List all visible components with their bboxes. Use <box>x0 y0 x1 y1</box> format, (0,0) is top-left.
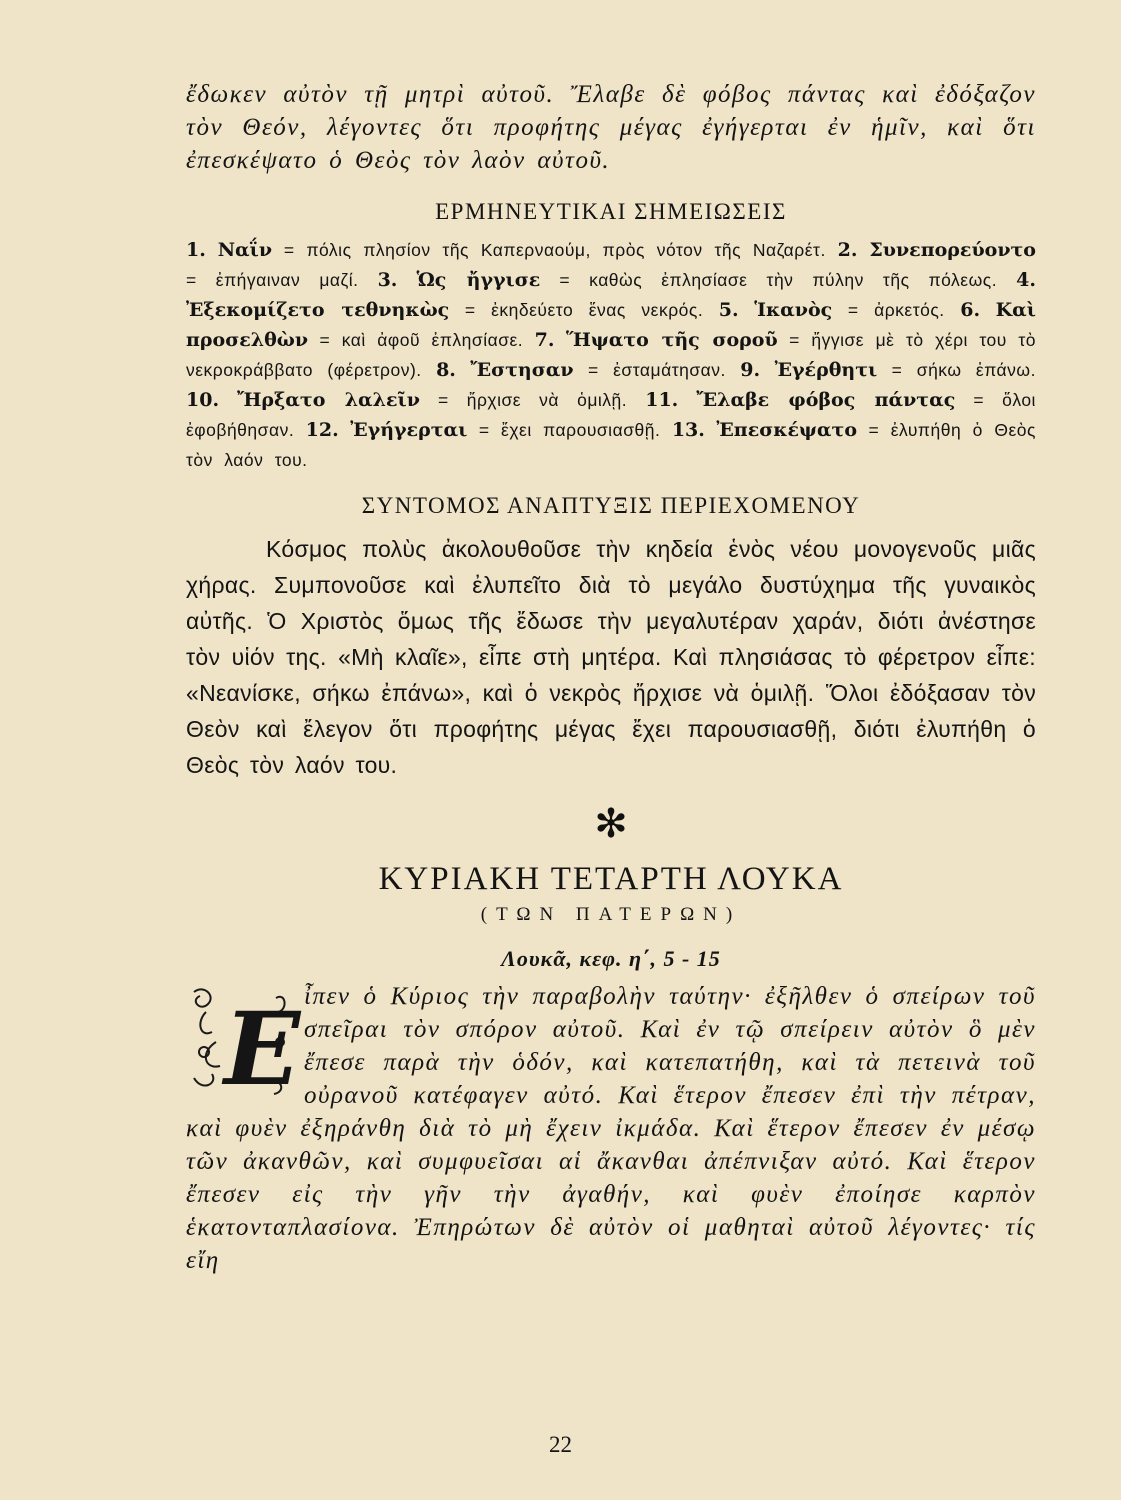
note-item: 13. Ἐπεσκέψατο = ἐλυπήθη ὁ Θεὸς τὸν λαόν του. <box>186 419 1036 470</box>
summary-paragraph: Κόσμος πολὺς ἀκολουθοῦσε τὴν κηδεία ἑνὸς νέου μονογενοῦς μιᾶς χήρας. Συμπονοῦσε καὶ ἐλυπεῖτο διὰ τὸ μεγάλο δυστύχημα τῆς γυναικὸς αὐτῆς. Ὁ Χριστὸς ὅμως τῆς ἔδωσε τὴν μεγαλυτέραν χαράν, διότι ἀνέστησε τὸν υἱόν της. «Μὴ κλαῖε», εἶπε στὴ μητέρα. Καὶ πλησιάσας τὸ φέρετρον εἶπε: «Νεανίσκε, σήκω ἐπάνω», καὶ ὁ νεκρὸς ἤρχισε νὰ ὁμιλῇ. Ὅλοι ἐδόξασαν τὸν Θεὸν καὶ ἔλεγον ὅτι προφήτης μέγας ἔχει παρουσιασθῇ, διότι ἐλυπήθη ὁ Θεὸς τὸν λαόν του. <box>186 536 1036 778</box>
note-item: 6. Καὶ προσελθὼν = καὶ ἀφοῦ ἐπλησίασε. <box>186 299 1037 351</box>
section-subtitle: (ΤΩΝ ΠΑΤΕΡΩΝ) <box>480 904 742 925</box>
note-item: 5. Ἱκανὸς = ἀρκετός. <box>718 299 945 321</box>
notes-list <box>186 235 1036 475</box>
notes-heading: ΕΡΜΗΝΕΥΤΙΚΑΙ ΣΗΜΕΙΩΣΕΙΣ <box>435 199 787 224</box>
gospel-paragraph: Ε ἶπεν ὁ Κύριος τὴν παραβολὴν ταύτην· ἐξῆλθεν ὁ σπείρων τοῦ σπεῖραι τὸν σπόρον αὐτοῦ. Καὶ ἐν τῷ σπείρειν αὐτὸν ὃ μὲν ἔπεσε παρὰ τὴν ὁδόν, καὶ κατεπατήθη, καὶ τὰ πετεινὰ τοῦ οὐρανοῦ κατέφαγεν αὐτό. Καὶ ἕτερον ἔπεσεν ἐπὶ τὴν πέτραν, καὶ φυὲν ἐξηράνθη διὰ τὸ μὴ ἔχειν ἰκμάδα. Καὶ ἕτερον ἔπεσεν ἐν μέσῳ τῶν ἀκανθῶν, καὶ συμφυεῖσαι αἱ ἄκανθαι ἀπέπνιξαν αὐτό. Καὶ ἕτερον ἔπεσεν εἰς τὴν γῆν τὴν ἀγαθήν, καὶ φυὲν ἐποίησε καρπὸν ἑκατονταπλασίονα. Ἐπηρώτων δὲ αὐτὸν οἱ μαθηταὶ αὐτοῦ λέγοντες· τίς εἴη <box>186 983 1036 1274</box>
note-item: 12. Ἐγήγερται = ἔχει παρουσιασθῇ. <box>305 419 661 441</box>
asterisk-ornament-icon: ✻ <box>594 801 628 847</box>
note-item: 4. Ἐξεκομίζετο τεθνηκὼς = ἐκηδεύετο ἕνας νεκρός. <box>186 269 1036 321</box>
scripture-reference: Λουκᾶ, κεφ. η΄, 5 - 15 <box>501 946 721 971</box>
summary-heading: ΣΥΝΤΟΜΟΣ ΑΝΑΠΤΥΞΙΣ ΠΕΡΙΕΧΟΜΕΝΟΥ <box>361 493 861 518</box>
page-number: 22 <box>549 1432 572 1457</box>
note-item: 7. Ἥψατο τῆς σοροῦ = ἤγγισε μὲ τὸ χέρι του τὸ νεκροκράββατο (φέρετρον). <box>186 329 1036 380</box>
note-item: 8. Ἔστησαν = ἐσταμάτησαν. <box>436 359 726 381</box>
section-title: ΚΥΡΙΑΚΗ ΤΕΤΑΡΤΗ ΛΟΥΚΑ <box>378 861 844 897</box>
note-item: 1. Ναΐν = πόλις πλησίον τῆς Καπερναούμ, πρὸς νότον τῆς Ναζαρέτ. <box>186 239 826 261</box>
note-item: 11. Ἔλαβε φόβος πάντας = ὅλοι ἐφοβήθησαν. <box>186 389 1036 440</box>
intro-paragraph: ἔδωκεν αὐτὸν τῇ μητρὶ αὐτοῦ. Ἔλαβε δὲ φόβος πάντας καὶ ἐδόξαζον τὸν Θεόν, λέγοντες ὅτι προφήτης μέγας ἐγήγερται ἐν ἡμῖν, καὶ ὅτι ἐπεσκέψατο ὁ Θεὸς τὸν λαὸν αὐτοῦ. <box>186 81 1036 174</box>
note-item: 9. Ἐγέρθητι = σήκω ἐπάνω. <box>740 359 1036 381</box>
note-item: 2. Συνεπορεύοντο = ἐπήγαιναν μαζί. <box>186 239 1036 290</box>
page <box>186 78 1036 1277</box>
note-item: 3. Ὡς ἤγγισε = καθὼς ἐπλησίασε τὴν πύλην τῆς πόλεως. <box>377 269 998 291</box>
note-item: 10. Ἤρξατο λαλεῖν = ἤρχισε νὰ ὁμιλῇ. <box>186 389 628 411</box>
ornamental-dropcap-icon <box>186 982 302 1108</box>
dropcap-letter: Ε <box>224 990 302 1108</box>
